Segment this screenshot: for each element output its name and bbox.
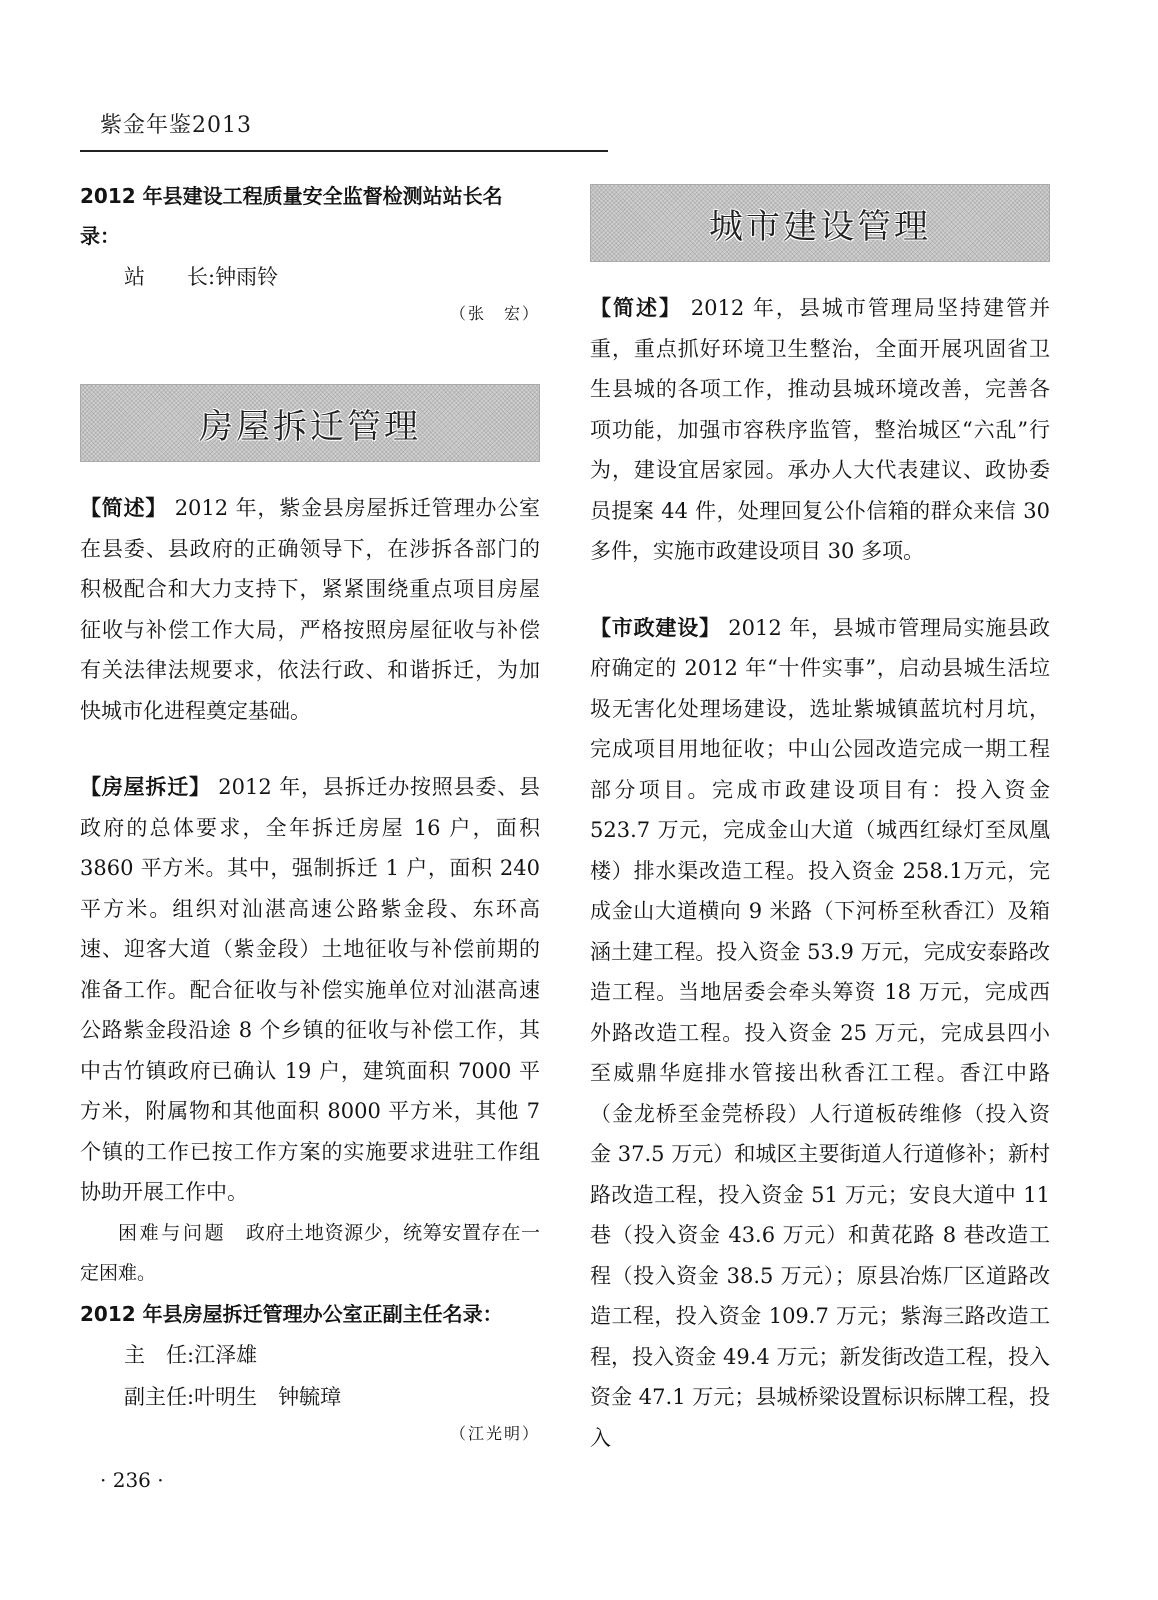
demolition-label: 【房屋拆迁】 — [80, 775, 211, 799]
demolition-text: 2012 年，县拆迁办按照县委、县政府的总体要求，全年拆迁房屋 16 户，面积 3860 平方米。其中，强制拆迁 1 户，面积 240 平方米。组织对汕湛高速公路紫金段、东环高速、迎客大道（紫金段）土地征收与补偿前期的准备工作。配合征收与补偿实施单位对汕湛高速公路紫金段沿途 8 个乡镇的征收与补偿工作，其中古竹镇政府已确认 19 户，建筑面积 7000 平方米，附属物和其他面积 8000 平方米，其他 7 个镇的工作已按工作方案的实施要求进驻工作组协助开展工作中。 — [80, 775, 540, 1204]
demolition-summary — [80, 488, 540, 731]
problems-text: 政府土地资源少，统筹安置存在一定困难。 — [80, 1221, 540, 1284]
station-byline: （张 宏） — [449, 304, 540, 323]
office-list-item — [80, 1334, 540, 1376]
office-role-deputy: 副主任: — [124, 1384, 195, 1409]
urban-summary — [590, 288, 1050, 572]
station-list-title: 2012 年县建设工程质量安全监督检测站站长名录： — [80, 184, 503, 248]
right-column — [590, 184, 1050, 1458]
section-title-urban: 城市建设管理 — [709, 206, 931, 247]
problems-label: 困难与问题 — [118, 1221, 227, 1244]
problems-paragraph — [80, 1213, 540, 1294]
section-banner-urban — [590, 184, 1050, 262]
header-rule — [80, 150, 608, 152]
summary-label: 【简述】 — [80, 496, 168, 520]
running-head-title: 紫金年鉴2013 — [100, 113, 252, 138]
urban-summary-label: 【简述】 — [590, 296, 683, 320]
office-list-title: 2012 年县房屋拆迁管理办公室正副主任名录： — [80, 1301, 503, 1326]
station-role: 站 长: — [124, 265, 216, 289]
municipal-text: 2012 年，县城市管理局实施县政府确定的 2012 年“十件实事”，启动县城生活垃圾无害化处理场建设，选址紫城镇蓝坑村月坑，完成项目用地征收；中山公园改造完成一期工程部分项目。完成市政建设项目有：投入资金 523.7 万元，完成金山大道（城西红绿灯至凤凰楼）排水渠改造工程。投入资金 258.1万元，完成金山大道横向 9 米路（下河桥至秋香江）及箱涵土建工程。投入资金 53.9 万元，完成安泰路改造工程。当地居委会牵头筹资 18 万元，完成西外路改造工程。投入资金 25 万元，完成县四小至威鼎华庭排水管接出秋香江工程。香江中路（金龙桥至金莞桥段）人行道板砖维修（投入资金 37.5 万元）和城区主要街道人行道修补；新村路改造工程，投入资金 51 万元；安良大道中 11 巷（投入资金 43.6 万元）和黄花路 8 巷改造工程（投入资金 38.5 万元）；原县冶炼厂区道路改造工程，投入资金 109.7 万元；紫海三路改造工程，投入资金 49.4 万元；新发街改造工程，投入资金 47.1 万元；县城桥梁设置标识标牌工程，投入 — [590, 615, 1050, 1450]
office-name-deputy: 叶明生 钟毓璋 — [194, 1384, 342, 1409]
office-role-director: 主 任: — [124, 1342, 195, 1367]
municipal-paragraph — [590, 608, 1050, 1459]
office-byline: （江光明） — [449, 1423, 540, 1443]
station-list-item — [80, 256, 540, 298]
summary-text: 2012 年，紫金县房屋拆迁管理办公室在县委、县政府的正确领导下，在涉拆各部门的积极配合和大力支持下，紧紧围绕重点项目房屋征收与补偿工作大局，严格按照房屋征收与补偿有关法律法规要求，依法行政、和谐拆迁，为加快城市化进程奠定基础。 — [80, 496, 540, 723]
municipal-label: 【市政建设】 — [590, 615, 721, 640]
left-column — [80, 176, 540, 1450]
section-title-demolition: 房屋拆迁管理 — [199, 406, 421, 447]
urban-summary-text: 2012 年，县城市管理局坚持建管并重，重点抓好环境卫生整治，全面开展巩固省卫生县城的各项工作，推动县城环境改善，完善各项功能，加强市容秩序监管，整治城区“六乱”行为，建设宜居家园。承办人大代表建议、政协委员提案 44 件，处理回复公仆信箱的群众来信 30 多件，实施市政建设项目 30 多项。 — [590, 296, 1050, 563]
section-banner-demolition — [80, 384, 540, 462]
office-list-item — [80, 1376, 540, 1418]
page-number: · 236 · — [100, 1468, 164, 1492]
office-name-director: 江泽雄 — [194, 1342, 258, 1367]
station-name: 钟雨铃 — [215, 265, 279, 289]
demolition-paragraph — [80, 767, 540, 1213]
